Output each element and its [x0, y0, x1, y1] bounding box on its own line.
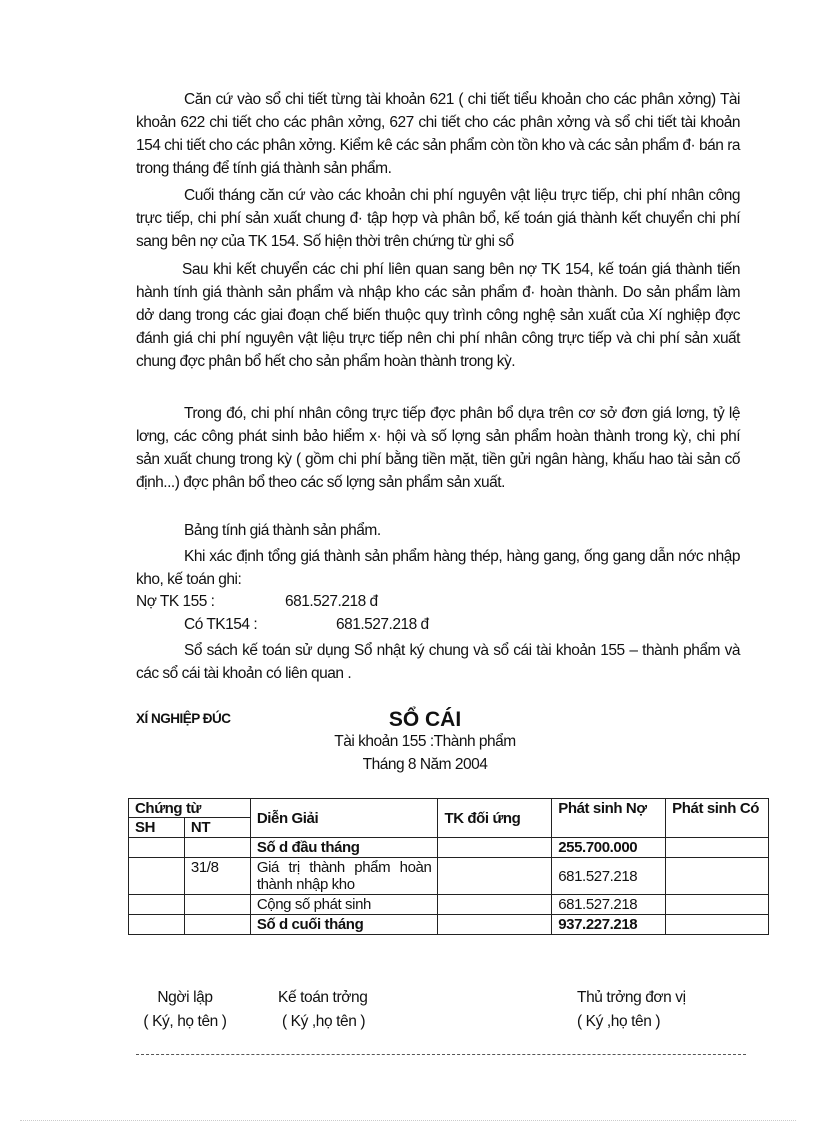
- table-row: [129, 895, 769, 915]
- cell-description: Số d đầu tháng: [250, 838, 438, 858]
- cell-debit: 255.700.000: [552, 838, 666, 858]
- credit-entry-label: Có TK154 :: [184, 616, 258, 633]
- paragraph-allocation: Trong đó, chi phí nhân công trực tiếp đợc phân bổ dựa trên cơ sở đơn giá lơng, tỷ lệ lơng, các công phát sinh bảo hiểm x· hội và số lợng sản phẩm hoàn thành trong kỳ, chi phí sản xuất chung trong kỳ ( gồm chi phí bằng tiền mặt, tiền gửi ngân hàng, khấu hao tài sản cố định...) đợc phân bổ theo các số lợng sản phẩm sản xuất.: [136, 405, 740, 491]
- signature-chief-accountant-note: ( Ký ,họ tên ): [282, 1013, 366, 1030]
- table-row: [129, 858, 769, 895]
- header-description: Diễn Giải: [250, 799, 438, 838]
- ledger-period: Tháng 8 Năm 2004: [362, 756, 488, 773]
- header-debit: Phát sinh Nợ: [552, 799, 666, 838]
- signature-preparer-note: ( Ký, họ tên ): [143, 1013, 227, 1030]
- header-nt: NT: [184, 818, 250, 838]
- cell-sh: [129, 915, 185, 935]
- signature-director-role: Thủ trởng đơn vị: [577, 989, 686, 1006]
- cell-debit: 681.527.218: [552, 895, 666, 915]
- signature-chief-accountant-role: Kế toán trởng: [278, 989, 368, 1006]
- cell-contra: [438, 915, 552, 935]
- debit-entry-amount: 681.527.218 đ: [285, 593, 378, 610]
- cell-description: Cộng số phát sinh: [250, 895, 438, 915]
- header-credit: Phát sinh Có: [666, 799, 769, 838]
- paragraph-detail-ledgers: Căn cứ vào sổ chi tiết từng tài khoản 621 ( chi tiết tiểu khoản cho các phân xởng) Tài khoản 622 chi tiết cho các phân xởng, 627 chi tiết cho các phân xởng và sổ chi tiết tài khoản 154 chi tiết cho các phân xởng. Kiểm kê các sản phẩm còn tồn kho và các sản phẩm đ· bán ra trong tháng để tính giá thành sản phẩm.: [136, 91, 740, 177]
- paragraph-month-end: Cuối tháng căn cứ vào các khoản chi phí nguyên vật liệu trực tiếp, chi phí nhân công trực tiếp, chi phí sản xuất chung đ· tập hợp và phân bổ, kế toán giá thành kết chuyển chi phí sang bên nợ của TK 154. Số hiện thời trên chứng từ ghi sổ: [136, 187, 740, 250]
- ledger-account: Tài khoản 155 :Thành phẩm: [334, 733, 516, 750]
- cell-nt: [184, 915, 250, 935]
- header-voucher: Chứng từ: [129, 799, 251, 818]
- cell-contra: [438, 858, 552, 895]
- cell-sh: [129, 838, 185, 858]
- cell-description: Số d cuối tháng: [250, 915, 438, 935]
- signature-director-note: ( Ký ,họ tên ): [577, 1013, 661, 1030]
- table-row: [129, 915, 769, 935]
- page-bottom-divider: [20, 1120, 796, 1121]
- general-ledger-table: [128, 798, 769, 935]
- company-name: XÍ NGHIỆP ĐÚC: [136, 711, 231, 726]
- paragraph-cost-table: Bảng tính giá thành sản phẩm.: [184, 522, 381, 539]
- cell-contra: [438, 838, 552, 858]
- credit-entry-amount: 681.527.218 đ: [336, 616, 429, 633]
- cell-credit: [666, 838, 769, 858]
- paragraph-transfer: Sau khi kết chuyển các chi phí liên quan sang bên nợ TK 154, kế toán giá thành tiến hành tính giá thành sản phẩm và nhập kho các sản phẩm đ· hoàn thành. Do sản phẩm làm dở dang trong các giai đoạn chế biến thuộc quy trình công nghệ sản xuất của Xí nghiệp đợc đánh giá chi phí nguyên vật liệu trực tiếp nên chi phí nhân công trực tiếp và chi phí sản xuất chung đợc phân bổ hết cho sản phẩm hoàn thành trong kỳ.: [136, 261, 740, 370]
- cell-nt: 31/8: [184, 858, 250, 895]
- table-header-row: [129, 799, 769, 818]
- cell-sh: [129, 895, 185, 915]
- cell-nt: [184, 895, 250, 915]
- cell-description: Giá trị thành phẩm hoàn thành nhập kho: [250, 858, 438, 895]
- signature-preparer-role: Ngời lập: [157, 989, 213, 1006]
- header-sh: SH: [129, 818, 185, 838]
- paragraph-cost-entry: Khi xác định tổng giá thành sản phẩm hàng thép, hàng gang, ống gang dẫn nớc nhập kho, kế toán ghi:: [136, 548, 740, 588]
- header-contra-account: TK đối ứng: [438, 799, 552, 838]
- table-row: [129, 838, 769, 858]
- cell-debit: 937.227.218: [552, 915, 666, 935]
- cell-debit: 681.527.218: [552, 858, 666, 895]
- ledger-title: SỔ CÁI: [388, 708, 462, 731]
- cell-credit: [666, 895, 769, 915]
- debit-entry-label: Nợ TK 155 :: [136, 593, 215, 610]
- cell-sh: [129, 858, 185, 895]
- cell-credit: [666, 858, 769, 895]
- paragraph-books-used: Sổ sách kế toán sử dụng Sổ nhật ký chung và sổ cái tài khoản 155 – thành phẩm và các sổ cái tài khoản có liên quan .: [136, 642, 740, 682]
- footer-divider: [136, 1054, 746, 1055]
- cell-nt: [184, 838, 250, 858]
- cell-credit: [666, 915, 769, 935]
- cell-contra: [438, 895, 552, 915]
